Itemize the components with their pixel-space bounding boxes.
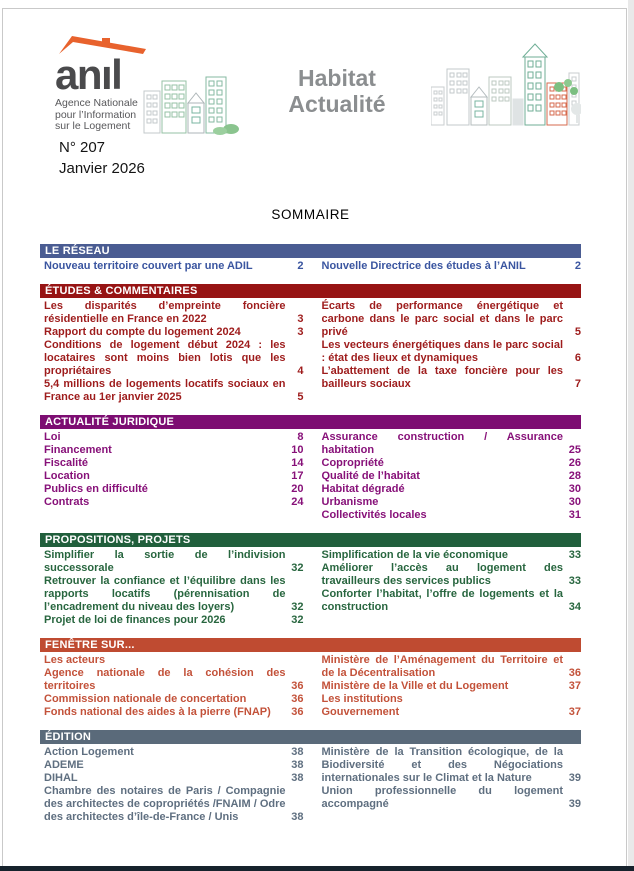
toc-entry-label: Écarts de performance énergétique et carbone dans le parc social et dans le parc privé (321, 300, 563, 338)
toc-entry-label: Retrouver la confiance et l’équilibre dans les rapports locatifs (pérennisation de l’encadrement du niveau des loyers) (44, 575, 286, 613)
section-columns (40, 431, 581, 522)
toc-entry-page: 30 (568, 496, 581, 508)
toc-entry-label: Ministère de l’Aménagement du Territoire et de la Décentralisation (321, 654, 563, 679)
anil-subtitle-line: Agence Nationale (55, 97, 138, 109)
toc-entry-label: Copropriété (321, 457, 384, 469)
toc-entry-label: Fiscalité (44, 457, 89, 469)
toc-section-edition (40, 730, 581, 824)
toc-entry[interactable] (44, 785, 304, 824)
toc-entry[interactable] (322, 300, 582, 339)
toc-entry-page: 5 (574, 326, 581, 338)
section-column-left (40, 654, 304, 719)
toc-entry-page: 5 (297, 391, 304, 403)
toc-entry-label: Chambre des notaires de Paris / Compagnie des architectes de copropriétés /FNAIM / Odre des architectes d’île-de-France / Unis (44, 785, 286, 823)
section-header-fenetre: FENÊTRE SUR... (40, 638, 581, 652)
toc-entry[interactable] (322, 654, 582, 680)
toc-entry[interactable] (322, 483, 582, 496)
section-header-edition: ÉDITION (40, 730, 581, 744)
toc-entry-label: DIHAL (44, 772, 78, 784)
toc-entry-page: 6 (574, 352, 581, 364)
toc-entry-page: 36 (568, 667, 581, 679)
toc-entry-page: 32 (291, 601, 304, 613)
section-columns (40, 654, 581, 719)
toc-entry[interactable] (44, 614, 304, 627)
toc-entry-label: Contrats (44, 496, 90, 508)
toc-entry-label: Financement (44, 444, 112, 456)
toc-entry-label: Location (44, 470, 90, 482)
toc-entry-page: 36 (291, 693, 304, 705)
section-header-propositions: PROPOSITIONS, PROJETS (40, 533, 581, 547)
toc-entry-label: Habitat dégradé (321, 483, 405, 495)
toc-entry-label: Simplifier la sortie de l’indivision successorale (44, 549, 286, 574)
toc-entry-page: 31 (568, 509, 581, 521)
section-column-right (318, 260, 582, 273)
bottom-color-band (0, 866, 634, 871)
toc-entry-page: 38 (291, 811, 304, 823)
anil-subtitle-line: pour l’Information (55, 108, 137, 121)
toc-entry-page: 38 (291, 772, 304, 784)
toc-entry-label: Simplification de la vie économique (321, 549, 508, 561)
anil-logo (55, 35, 147, 133)
toc-entry-label: Loi (44, 431, 61, 443)
toc-entry-page: 38 (291, 759, 304, 771)
toc-entry-label: Les institutions (321, 693, 403, 705)
publication-title (243, 65, 431, 117)
toc-entry-label: Conforter l’habitat, l’offre de logements et la construction (321, 588, 563, 613)
toc-entry[interactable] (322, 680, 582, 693)
toc-entry-label: Améliorer l’accès au logement des travailleurs des services publics (321, 562, 563, 587)
toc-entry-page: 7 (574, 378, 581, 390)
toc-entry[interactable] (44, 772, 304, 785)
toc-entry[interactable] (322, 562, 582, 588)
toc-entry[interactable] (322, 693, 582, 706)
publication-title-line: Actualité (288, 91, 386, 117)
section-header-juridique: ACTUALITÉ JURIDIQUE (40, 415, 581, 429)
toc-entry[interactable] (322, 365, 582, 391)
toc-entry-label: Fonds national des aides à la pierre (FNAP) (44, 706, 271, 718)
masthead (3, 9, 626, 199)
toc-entry-page: 38 (291, 746, 304, 758)
toc-entry-page: 39 (568, 772, 581, 784)
toc-entry-page: 28 (568, 470, 581, 482)
toc-entry-label: Ministère de la Ville et du Logement (321, 680, 509, 692)
toc-sections (40, 244, 581, 824)
toc-entry-page: 10 (291, 444, 304, 456)
section-column-left (40, 431, 304, 522)
publication-title-line: Habitat (298, 65, 376, 91)
issue-number: N° 207 (59, 139, 106, 156)
toc-entry[interactable] (44, 746, 304, 759)
toc-entry[interactable] (44, 339, 304, 378)
toc-entry[interactable] (322, 457, 582, 470)
toc-entry-label: Gouvernement (321, 706, 400, 718)
toc-entry-page: 14 (291, 457, 304, 469)
toc-entry-page: 32 (291, 614, 304, 626)
toc-entry-page: 3 (297, 313, 304, 325)
toc-entry[interactable] (44, 378, 304, 404)
toc-entry[interactable] (322, 509, 582, 522)
toc-entry-label: Qualité de l’habitat (321, 470, 420, 482)
toc-section-etudes (40, 284, 581, 404)
page-right-gutter (628, 0, 634, 866)
section-column-right (318, 654, 582, 719)
issue-info (59, 137, 145, 179)
toc-entry-label: Union professionnelle du logement accompagné (321, 785, 563, 810)
toc-entry-page: 2 (297, 260, 304, 272)
toc-section-reseau (40, 244, 581, 273)
section-columns (40, 549, 581, 627)
toc-entry-page: 37 (568, 680, 581, 692)
toc-section-juridique (40, 415, 581, 522)
anil-subtitle-line: sur le Logement (55, 120, 131, 132)
toc-entry[interactable] (322, 431, 582, 457)
section-column-right (318, 746, 582, 824)
toc-entry-label: Ministère de la Transition écologique, de la Biodiversité et des Négociations internationales sur le Climat et la Nature (321, 746, 563, 784)
toc-entry-page: 32 (291, 562, 304, 574)
section-header-etudes: ÉTUDES & COMMENTAIRES (40, 284, 581, 298)
toc-entry-page: 3 (297, 326, 304, 338)
section-column-left (40, 746, 304, 824)
toc-entry[interactable] (322, 470, 582, 483)
toc-entry-label: Collectivités locales (321, 509, 427, 521)
section-column-left (40, 260, 304, 273)
toc-entry[interactable] (44, 496, 304, 509)
toc-entry[interactable] (44, 693, 304, 706)
anil-subtitle (55, 98, 147, 133)
toc-section-propositions (40, 533, 581, 627)
toc-entry[interactable] (322, 785, 582, 811)
toc-entry-page: 26 (568, 457, 581, 469)
toc-entry-label: ADEME (44, 759, 84, 771)
toc-entry-page: 20 (291, 483, 304, 495)
toc-entry-page: 17 (291, 470, 304, 482)
issue-date: Janvier 2026 (59, 160, 145, 177)
toc-entry-label: Les acteurs (44, 654, 106, 666)
toc-entry[interactable] (44, 457, 304, 470)
toc-entry-page: 30 (568, 483, 581, 495)
toc-entry[interactable] (322, 549, 582, 562)
section-column-left (40, 300, 304, 404)
section-column-left (40, 549, 304, 627)
toc-entry[interactable] (44, 706, 304, 719)
toc-entry[interactable] (322, 706, 582, 719)
toc-entry[interactable] (322, 588, 582, 614)
sommaire-title: SOMMAIRE (271, 207, 350, 222)
toc-entry-page: 39 (568, 798, 581, 810)
toc-entry-label: Rapport du compte du logement 2024 (44, 326, 241, 338)
toc-entry[interactable] (322, 746, 582, 785)
toc-entry[interactable] (44, 300, 304, 326)
toc-entry-page: 33 (568, 575, 581, 587)
toc-entry-page: 2 (574, 260, 581, 272)
toc-entry-page: 33 (568, 549, 581, 561)
toc-entry[interactable] (44, 667, 304, 693)
toc-entry-label: Conditions de logement début 2024 : les locataires sont moins bien lotis que les propriétaires (44, 339, 286, 377)
anil-wordmark-dot (102, 38, 110, 46)
toc-entry[interactable] (44, 431, 304, 444)
sommaire-content (3, 207, 626, 824)
toc-entry-page: 36 (291, 680, 304, 692)
toc-entry[interactable] (44, 260, 304, 273)
toc-entry-page: 8 (297, 431, 304, 443)
toc-entry-label: Urbanisme (321, 496, 379, 508)
anil-wordmark: anıl (55, 51, 122, 98)
section-column-right (318, 431, 582, 522)
toc-entry-label: Les vecteurs énergétiques dans le parc social : état des lieux et dynamiques (321, 339, 563, 364)
toc-entry[interactable] (44, 549, 304, 575)
section-columns (40, 300, 581, 404)
toc-entry-label: 5,4 millions de logements locatifs sociaux en France au 1er janvier 2025 (44, 378, 286, 403)
toc-entry[interactable] (322, 339, 582, 365)
toc-entry-page: 4 (297, 365, 304, 377)
toc-section-fenetre (40, 638, 581, 719)
toc-entry-page: 37 (568, 706, 581, 718)
toc-entry[interactable] (44, 470, 304, 483)
toc-entry-label: Nouvelle Directrice des études à l’ANIL (321, 260, 526, 272)
toc-entry-page: 24 (291, 496, 304, 508)
toc-entry-page: 25 (568, 444, 581, 456)
toc-entry[interactable] (44, 575, 304, 614)
buildings-left-illustration (143, 65, 239, 141)
toc-entry-page: 36 (291, 706, 304, 718)
section-column-right (318, 300, 582, 404)
toc-entry-label: Commission nationale de concertation (44, 693, 247, 705)
toc-entry-label: Assurance construction / Assurance habitation (321, 431, 563, 456)
toc-entry[interactable] (44, 759, 304, 772)
toc-entry-page: 34 (568, 601, 581, 613)
toc-entry[interactable] (44, 326, 304, 339)
toc-entry-label: L’abattement de la taxe foncière pour les bailleurs sociaux (321, 365, 563, 390)
toc-entry[interactable] (322, 260, 582, 273)
toc-entry-label: Les disparités d’empreinte foncière résidentielle en France en 2022 (44, 300, 286, 325)
toc-entry-label: Publics en difficulté (44, 483, 148, 495)
buildings-right-illustration (431, 39, 581, 141)
toc-entry[interactable] (44, 444, 304, 457)
document-page (2, 8, 627, 866)
section-column-right (318, 549, 582, 627)
toc-entry[interactable] (322, 496, 582, 509)
section-columns (40, 260, 581, 273)
section-columns (40, 746, 581, 824)
toc-entry[interactable] (44, 654, 304, 667)
section-header-reseau: LE RÉSEAU (40, 244, 581, 258)
toc-entry-label: Nouveau territoire couvert par une ADIL (44, 260, 253, 272)
toc-entry-label: Projet de loi de finances pour 2026 (44, 614, 226, 626)
toc-entry-label: Action Logement (44, 746, 134, 758)
toc-entry-label: Agence nationale de la cohésion des territoires (44, 667, 286, 692)
toc-entry[interactable] (44, 483, 304, 496)
